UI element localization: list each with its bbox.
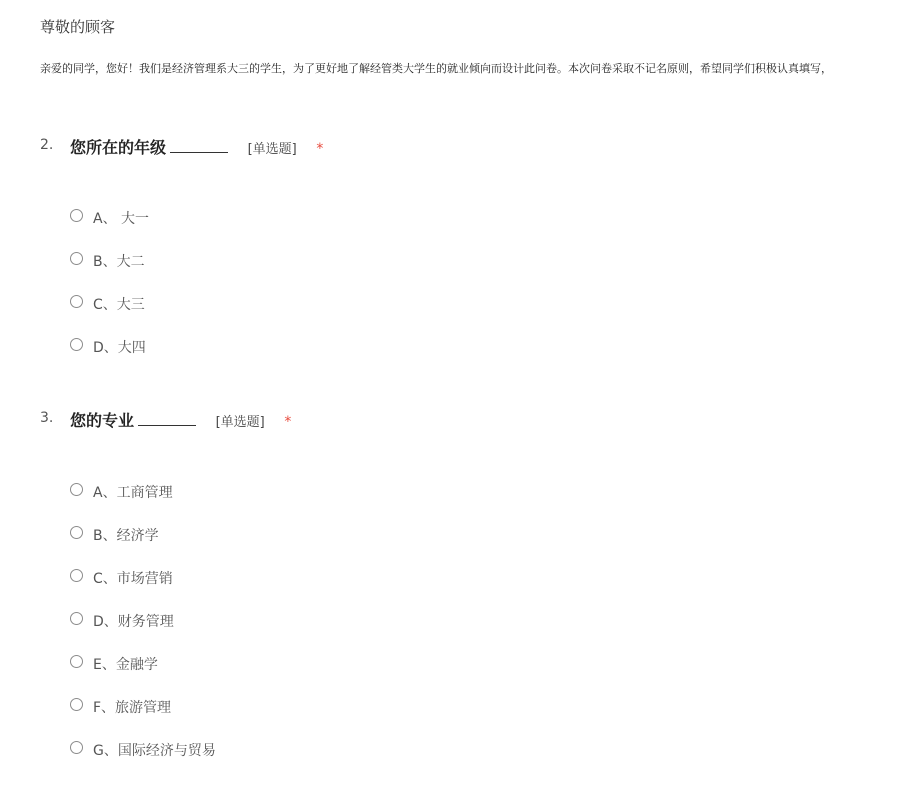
question-title-row [70, 408, 291, 431]
question-title: 您的专业 [70, 411, 135, 430]
option-label[interactable]: C、大三 [93, 297, 145, 313]
option-label[interactable]: A、工商管理 [93, 485, 173, 501]
radio-unchecked-icon[interactable] [70, 612, 83, 625]
question-title: 您所在的年级 [70, 138, 167, 157]
required-mark: * [316, 141, 324, 157]
survey-intro: 亲爱的同学，您好！我们是经济管理系大三的学生，为了更好地了解经管类大学生的就业倾向而设计此问卷。本次问卷采取不记名原则，希望同学们积极认真填写， [40, 62, 832, 75]
question-title-row [70, 135, 323, 158]
question-number: 2. [40, 137, 54, 153]
radio-unchecked-icon[interactable] [70, 526, 83, 539]
option-label[interactable]: D、财务管理 [93, 614, 174, 630]
option-label[interactable]: A、 大一 [93, 211, 150, 227]
required-mark: * [284, 414, 292, 430]
option-label[interactable]: B、大二 [93, 254, 145, 270]
radio-unchecked-icon[interactable] [70, 569, 83, 582]
radio-unchecked-icon[interactable] [70, 252, 83, 265]
option-label[interactable]: E、金融学 [93, 657, 158, 673]
radio-unchecked-icon[interactable] [70, 209, 83, 222]
option-label[interactable]: F、旅游管理 [93, 700, 172, 716]
greeting-title: 尊敬的顾客 [40, 18, 116, 36]
option-label[interactable]: G、国际经济与贸易 [93, 743, 216, 759]
question-number: 3. [40, 410, 54, 426]
radio-unchecked-icon[interactable] [70, 698, 83, 711]
blank-line [138, 410, 196, 426]
option-label[interactable]: C、市场营销 [93, 571, 173, 587]
option-label[interactable]: D、大四 [93, 340, 146, 356]
radio-unchecked-icon[interactable] [70, 655, 83, 668]
blank-line [170, 137, 228, 153]
question-type-label: [单选题] [215, 415, 265, 430]
radio-unchecked-icon[interactable] [70, 483, 83, 496]
option-label[interactable]: B、经济学 [93, 528, 159, 544]
radio-unchecked-icon[interactable] [70, 741, 83, 754]
radio-unchecked-icon[interactable] [70, 295, 83, 308]
question-type-label: [单选题] [247, 142, 297, 157]
radio-unchecked-icon[interactable] [70, 338, 83, 351]
